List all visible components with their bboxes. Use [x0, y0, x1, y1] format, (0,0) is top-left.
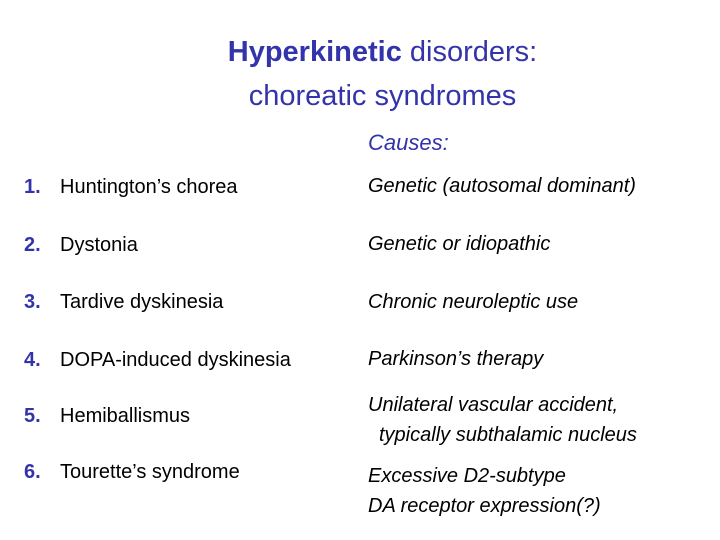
cause-line-1: Excessive D2-subtype: [368, 465, 566, 487]
cause-text: [368, 390, 637, 450]
item-number: 5.: [24, 405, 41, 427]
title-line-1-rest: disorders:: [401, 36, 538, 68]
cause-line-2: typically subthalamic nucleus: [379, 424, 637, 446]
disorder-name: Hemiballismus: [60, 405, 191, 427]
cause-line-1: Unilateral vascular accident,: [368, 394, 619, 416]
disorder-name: Huntington’s chorea: [60, 176, 238, 198]
cause-line-1: Genetic (autosomal dominant): [368, 175, 636, 197]
cause-text: [368, 287, 578, 317]
item-number: 3.: [24, 291, 41, 313]
item-number: 1.: [24, 176, 41, 198]
title-line-1: [0, 30, 720, 74]
item-number: 2.: [24, 234, 41, 256]
slide-title: [0, 30, 720, 118]
title-line-2: choreatic syndromes: [248, 80, 517, 112]
title-bold-word: Hyperkinetic: [227, 36, 402, 68]
cause-text: [368, 171, 636, 201]
cause-text: [368, 229, 550, 259]
item-number: 6.: [24, 461, 41, 483]
cause-line-2: DA receptor expression(?): [368, 495, 601, 517]
cause-text: [368, 461, 601, 521]
disorder-name: Tardive dyskinesia: [60, 291, 224, 313]
disorder-name: Dystonia: [60, 234, 138, 256]
cause-line-1: Genetic or idiopathic: [368, 233, 551, 255]
item-number: 4.: [24, 349, 41, 371]
disorder-name: Tourette’s syndrome: [60, 461, 240, 483]
disorder-name: DOPA-induced dyskinesia: [60, 349, 291, 371]
cause-line-1: Chronic neuroleptic use: [368, 291, 579, 313]
cause-text: [368, 344, 543, 374]
cause-line-1: Parkinson’s therapy: [368, 348, 544, 370]
causes-header: Causes:: [368, 130, 449, 155]
